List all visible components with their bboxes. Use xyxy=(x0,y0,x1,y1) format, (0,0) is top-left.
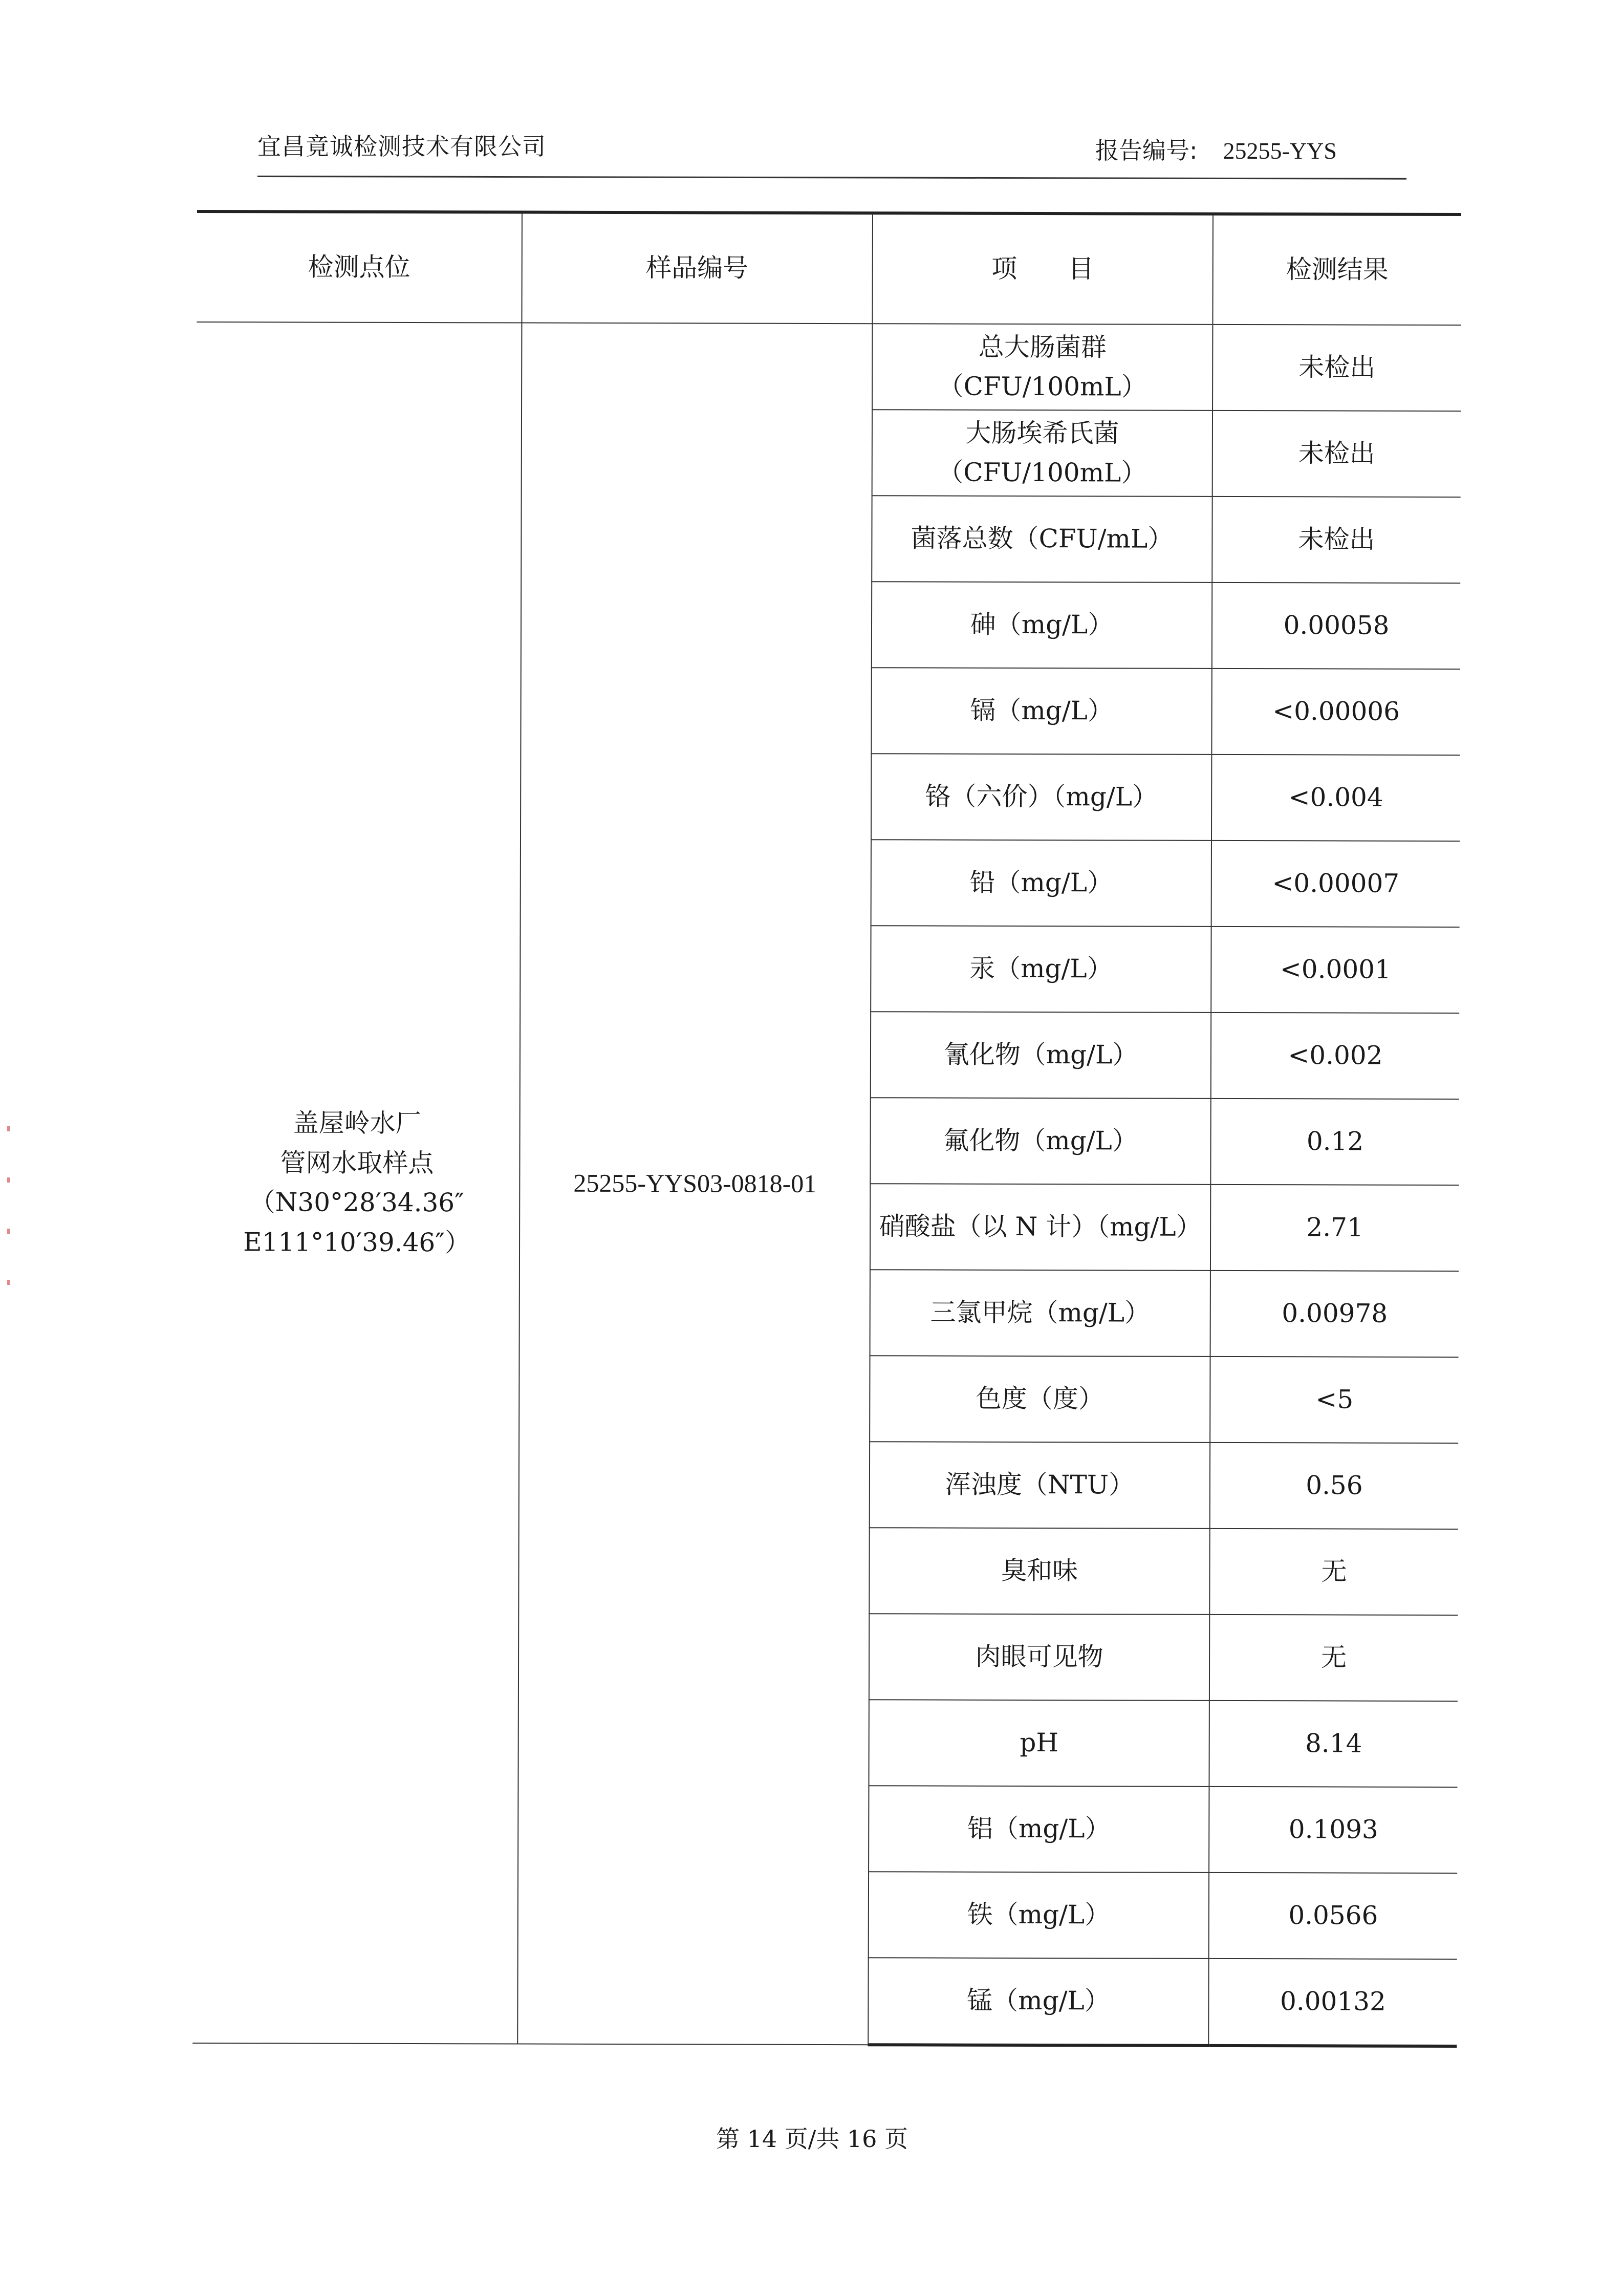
column-header-item: 项 目 xyxy=(872,213,1213,325)
report-number-block xyxy=(1095,132,1337,166)
result-cell: <0.0001 xyxy=(1211,927,1459,1013)
result-cell: 未检出 xyxy=(1212,411,1461,497)
item-name: 氰化物（mg/L） xyxy=(943,1039,1138,1070)
item-name: pH xyxy=(1020,1728,1059,1758)
item-cell xyxy=(869,1528,1209,1615)
item-cell xyxy=(869,1872,1209,1959)
result-cell: 0.00058 xyxy=(1212,583,1460,669)
item-name: 铝（mg/L） xyxy=(967,1813,1111,1844)
margin-mark xyxy=(7,1229,10,1234)
item-name: 肉眼可见物 xyxy=(975,1641,1103,1672)
result-cell: 未检出 xyxy=(1212,325,1461,411)
table-header-row xyxy=(197,211,1461,325)
result-cell: 未检出 xyxy=(1212,497,1460,583)
item-cell xyxy=(870,1356,1210,1443)
result-cell: <0.004 xyxy=(1211,755,1460,841)
item-name: 浑浊度（NTU） xyxy=(945,1469,1135,1500)
item-cell xyxy=(871,754,1211,841)
result-cell: 8.14 xyxy=(1209,1701,1457,1787)
header-rule xyxy=(257,176,1406,180)
item-cell xyxy=(870,1270,1210,1357)
location-line: （N30°28′34.36″ xyxy=(249,1187,464,1218)
sample-id-cell: 25255-YYS03-0818-01 xyxy=(517,323,872,2045)
item-cell xyxy=(872,410,1212,497)
item-name: 大肠埃希氏菌 xyxy=(965,418,1119,448)
column-header-sample-id: 样品编号 xyxy=(522,212,873,324)
result-cell: 0.00132 xyxy=(1208,1959,1457,2046)
result-cell: <0.002 xyxy=(1211,1013,1459,1099)
item-cell xyxy=(869,1786,1209,1873)
item-name: 菌落总数（CFU/mL） xyxy=(911,523,1174,554)
result-cell: <0.00007 xyxy=(1211,841,1460,927)
column-header-location: 检测点位 xyxy=(197,211,522,323)
margin-mark xyxy=(7,1280,10,1285)
item-cell xyxy=(871,1012,1211,1099)
result-cell: 2.71 xyxy=(1210,1185,1459,1271)
result-cell: <0.00006 xyxy=(1211,669,1460,755)
item-cell xyxy=(871,926,1211,1013)
item-name: 三氯甲烷（mg/L） xyxy=(930,1297,1151,1328)
item-cell xyxy=(872,324,1212,411)
table-body xyxy=(192,322,1461,2046)
item-name: 砷（mg/L） xyxy=(970,609,1114,640)
item-cell xyxy=(869,1614,1209,1701)
item-name: 臭和味 xyxy=(1001,1556,1078,1586)
result-cell: 0.0566 xyxy=(1209,1873,1457,1959)
item-name: 硝酸盐（以 N 计）（mg/L） xyxy=(879,1211,1202,1242)
item-name: 氟化物（mg/L） xyxy=(943,1125,1138,1156)
location-cell xyxy=(192,322,522,2044)
column-header-result: 检测结果 xyxy=(1212,214,1461,325)
item-cell xyxy=(870,1098,1210,1185)
result-cell: 0.00978 xyxy=(1210,1271,1459,1357)
item-unit: （CFU/100mL） xyxy=(938,371,1147,402)
item-cell xyxy=(869,1700,1209,1787)
result-cell: 0.12 xyxy=(1210,1099,1459,1185)
item-name: 镉（mg/L） xyxy=(970,695,1113,726)
item-cell xyxy=(872,496,1212,583)
item-name: 总大肠菌群 xyxy=(978,332,1107,362)
item-name: 锰（mg/L） xyxy=(967,1985,1110,2016)
report-number: 25255-YYS xyxy=(1223,138,1337,164)
item-unit: （CFU/100mL） xyxy=(938,457,1147,488)
page-footer: 第 14 页/共 16 页 xyxy=(716,2125,908,2153)
item-cell xyxy=(870,1442,1210,1529)
location-line: 管网水取样点 xyxy=(280,1147,434,1178)
margin-mark xyxy=(7,1177,10,1183)
result-cell: 无 xyxy=(1209,1529,1458,1615)
margin-marks xyxy=(7,1126,10,1331)
item-name: 铬（六价）（mg/L） xyxy=(925,781,1158,812)
result-cell: 0.1093 xyxy=(1209,1787,1457,1873)
item-cell xyxy=(871,840,1211,927)
margin-mark xyxy=(7,1126,10,1131)
item-name: 铅（mg/L） xyxy=(969,867,1113,898)
item-name: 汞（mg/L） xyxy=(969,953,1113,984)
result-cell: 0.56 xyxy=(1210,1443,1458,1529)
location-line: E111°10′39.46″） xyxy=(243,1227,471,1257)
item-cell xyxy=(868,1958,1208,2046)
item-cell xyxy=(871,668,1211,755)
results-table xyxy=(192,210,1461,2048)
item-name: 铁（mg/L） xyxy=(967,1899,1111,1930)
location-line: 盖屋岭水厂 xyxy=(293,1108,421,1139)
item-cell xyxy=(872,582,1212,669)
item-name: 色度（度） xyxy=(976,1383,1104,1414)
item-cell xyxy=(870,1184,1210,1271)
table-row xyxy=(197,322,1461,411)
report-number-label: 报告编号: xyxy=(1095,137,1198,164)
result-cell: <5 xyxy=(1210,1357,1458,1443)
result-cell: 无 xyxy=(1209,1615,1458,1701)
company-name: 宜昌竟诚检测技术有限公司 xyxy=(257,133,546,160)
results-table-wrap xyxy=(192,210,1461,2066)
